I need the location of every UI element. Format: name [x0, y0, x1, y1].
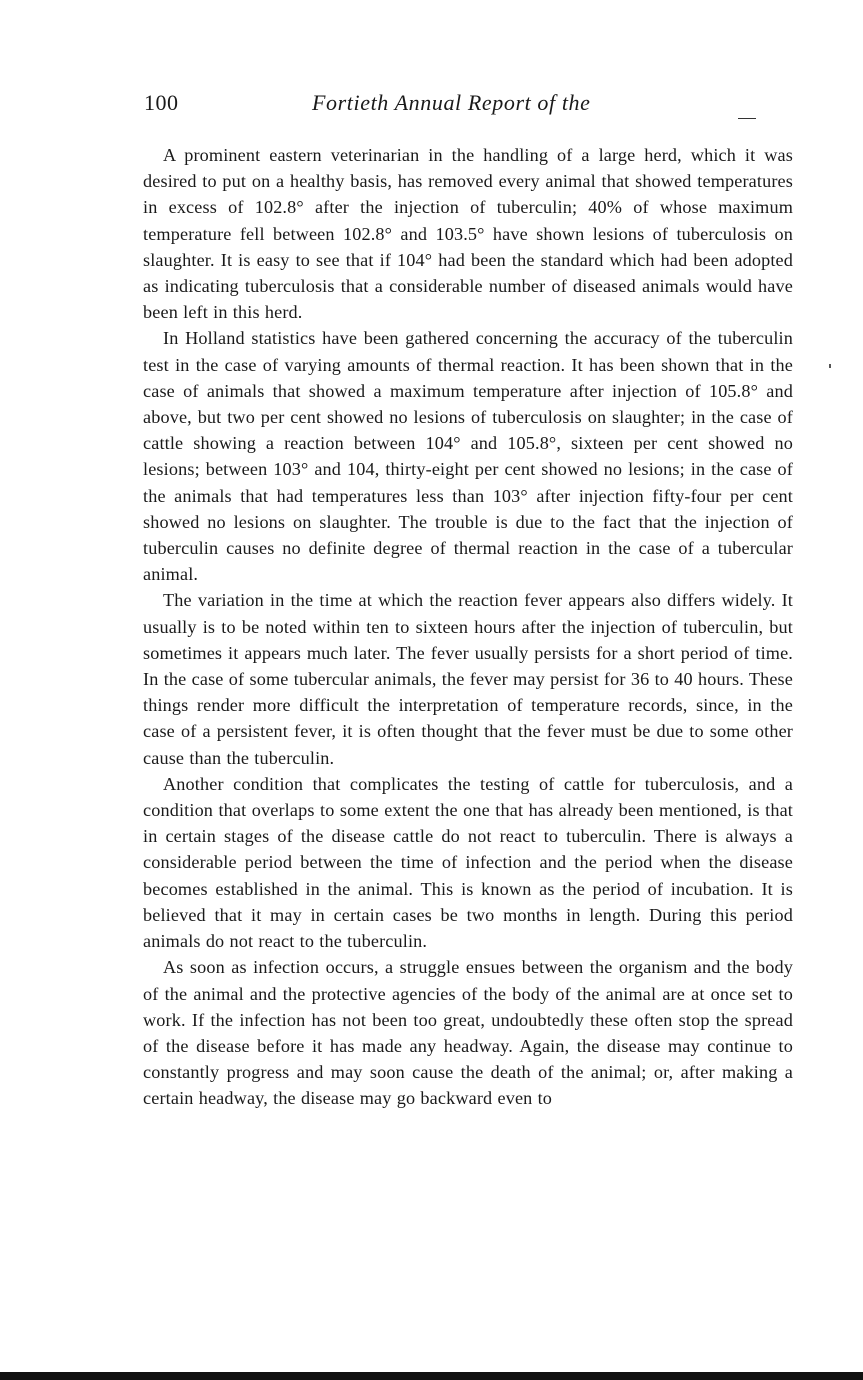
body-text [143, 142, 793, 1112]
paragraph-incubation: Another condition that complicates the testing of cattle for tuberculosis, and a condition that overlaps to some extent the one that has already been mentioned, is that in certain stages of the disease cattle do not react to tuberculin. There is always a considerable period between the time of infection and the period when the disease becomes established in the animal. This is known as the period of incubation. It is believed that it may in certain cases be two months in length. During this period animals do not react to the tuberculin. [143, 773, 793, 952]
corner-mark [738, 118, 756, 119]
paragraph-veterinarian-herd: A prominent eastern veterinarian in the handling of a large herd, which it was desired to put on a healthy basis, has removed every animal that showed temperatures in excess of 102.8° after the injection of tuberculin; 40% of whose maximum temperature fell between 102.8° and 103.5° have shown lesions of tuberculosis on slaughter. It is easy to see that if 104° had been the standard which had been adopted as indicating tuberculosis that a considerable number of diseased animals would have been left in this herd. [143, 145, 793, 323]
bottom-scan-edge [0, 1372, 863, 1380]
paragraph-fever-timing: The variation in the time at which the reaction fever appears also differs widely. It usually is to be noted within ten to sixteen hours after the injection of tuberculin, but sometimes it appears much later. The fever usually persists for a short period of time. In the case of some tubercular animals, the fever may persist for 36 to 40 hours. These things render more difficult the interpretation of temperature records, since, in the case of a persistent fever, it is often thought that the fever must be due to some other cause than the tuberculin. [143, 590, 793, 768]
page-number: 100 [144, 90, 179, 115]
paragraph-holland-statistics: In Holland statistics have been gathered concerning the accuracy of the tuberculin test in the case of varying amounts of thermal reaction. It has been shown that in the case of animals that showed a maximum temperature after injection of 105.8° and above, but two per cent showed no lesions of tuberculosis on slaughter; in the case of cattle showing a reaction between 104° and 105.8°, sixteen per cent showed no lesions; between 103° and 104, thirty-eight per cent showed no lesions; in the case of the animals that had temperatures less than 103° after injection fifty-four per cent showed no lesions on slaughter. The trouble is due to the fact that the injection of tuberculin causes no definite degree of thermal reaction in the case of a tubercular animal. [143, 328, 793, 585]
paragraph-infection-struggle: As soon as infection occurs, a struggle ensues between the organism and the body of the animal and the protective agencies of the body of the animal are at once set to work. If the infection has not been too great, undoubtedly these often stop the spread of the disease before it has made any headway. Again, the disease may continue to constantly progress and may soon cause the death of the animal; or, after making a certain headway, the disease may go backward even to [143, 957, 793, 1109]
edge-speck [829, 364, 831, 368]
running-title: Fortieth Annual Report of the [312, 90, 591, 115]
